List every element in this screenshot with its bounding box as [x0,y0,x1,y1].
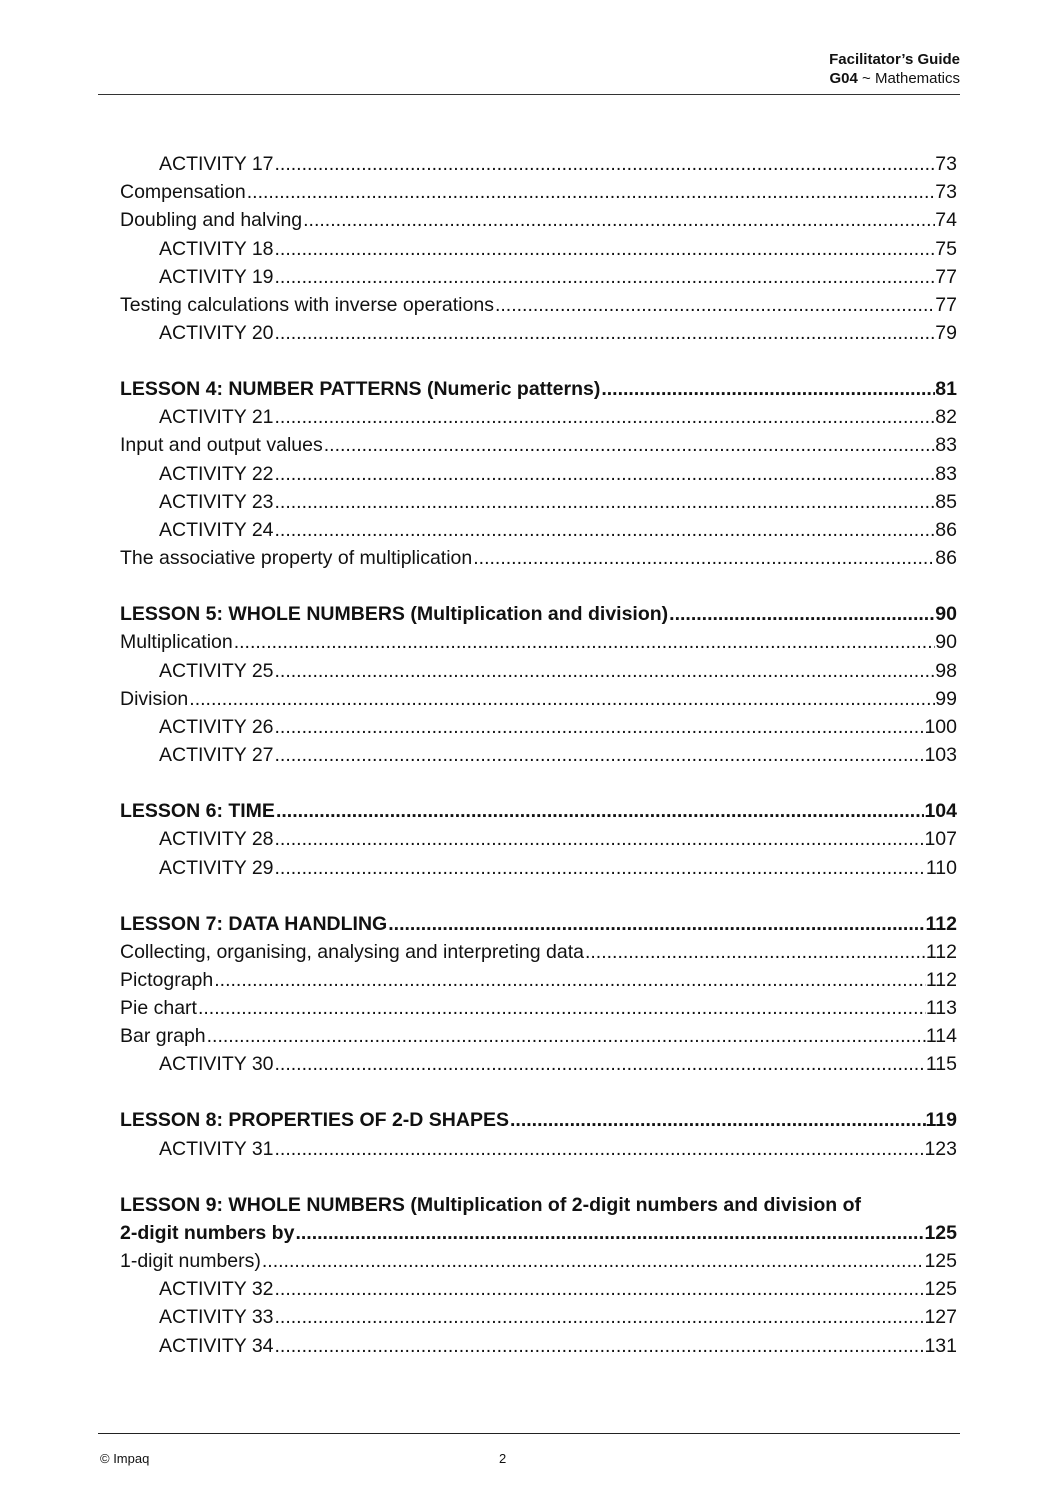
leader-dots [274,403,936,431]
toc-entry[interactable]: ACTIVITY 25 ..... 98 [120,657,957,685]
toc-entry[interactable]: Multiplication ..... 90 [120,628,957,656]
toc-entry[interactable]: Testing calculations with inverse operations ..... 77 [120,291,957,319]
table-of-contents [120,150,957,1360]
grade-subject [98,70,960,88]
leader-dots [274,460,936,488]
leader-dots [274,1135,925,1163]
leader-dots [274,741,925,769]
page-number: 73 [935,181,957,204]
toc-entry[interactable]: ACTIVITY 21 ..... 82 [120,403,957,431]
leader-dots [274,1275,925,1303]
leader-dots [197,994,926,1022]
page-number: 73 [935,153,957,175]
page-number: 113 [925,997,957,1020]
guide-title: Facilitator’s Guide [829,51,960,68]
page-number: 74 [935,209,957,232]
page-number: 131 [924,1334,957,1357]
toc-entry[interactable]: Bar graph ..... 114 [120,1022,957,1050]
toc-entry[interactable]: Pictograph ..... 112 [120,966,957,994]
page-number: 100 [924,715,957,738]
toc-entry[interactable]: ACTIVITY 27 ..... 103 [120,741,957,769]
leader-dots [584,938,926,966]
toc-entry[interactable]: ACTIVITY 19 ..... 77 [120,263,957,291]
toc-entry[interactable]: Division ..... 99 [120,685,957,713]
leader-dots [275,797,925,825]
leader-dots [274,1303,925,1331]
toc-entry[interactable]: Compensation ..... 73 [120,178,957,206]
toc-lesson-heading[interactable]: LESSON 5: WHOLE NUMBERS (Multiplication and division) ..... 90 [120,600,957,628]
leader-dots [387,910,925,938]
leader-dots [600,375,935,403]
leader-dots [323,431,936,459]
page-number: 81 [935,378,957,401]
toc-lesson-heading[interactable]: LESSON 8: PROPERTIES OF 2-D SHAPES ..... 119 [120,1106,957,1134]
leader-dots [274,235,936,263]
leader-dots [213,966,926,994]
leader-dots [233,628,936,656]
page-number: 79 [935,322,957,345]
toc-entry[interactable]: ACTIVITY 29 ..... 110 [120,854,957,882]
page-number: 114 [925,1025,957,1048]
toc-entry[interactable]: 1-digit numbers) ..... 125 [120,1247,957,1275]
leader-dots [294,1219,924,1247]
page-number: 99 [935,687,957,710]
toc-entry[interactable]: ACTIVITY 23 ..... 85 [120,488,957,516]
page-number: 112 [925,912,957,935]
page-number: 107 [924,828,957,851]
page-number: 104 [924,800,957,823]
leader-dots [509,1106,926,1134]
page-number: 119 [925,1109,957,1132]
leader-dots [246,178,936,206]
toc-lesson-heading[interactable]: LESSON 6: TIME ..... 104 [120,797,957,825]
page-number: 98 [935,659,957,682]
page-number: 125 [924,1278,957,1301]
leader-dots [274,516,936,544]
leader-dots [302,206,935,234]
leader-dots [274,488,936,516]
toc-entry[interactable]: ACTIVITY 34 ..... 131 [120,1332,957,1360]
page-number: 115 [925,1053,957,1076]
page-number: 82 [935,406,957,429]
page-number: 85 [935,490,957,513]
leader-dots [274,319,936,347]
toc-entry[interactable]: Input and output values ..... 83 [120,431,957,459]
footer-divider [98,1433,960,1434]
page-number: 103 [924,744,957,767]
page-number: 112 [925,968,957,991]
page-number: 123 [924,1137,957,1160]
page-number: 125 [924,1221,957,1244]
leader-dots [206,1022,926,1050]
page-header [98,50,960,88]
grade-code: G04 [829,70,858,87]
toc-entry[interactable]: ACTIVITY 18 ..... 75 [120,235,957,263]
page-number: 110 [925,856,957,879]
toc-entry[interactable]: ACTIVITY 30 ..... 115 [120,1050,957,1078]
leader-dots [274,854,926,882]
page-number: 90 [935,631,957,654]
toc-lesson-heading[interactable]: LESSON 7: DATA HANDLING ..... 112 [120,910,957,938]
leader-dots [494,291,935,319]
leader-dots [274,263,936,291]
leader-dots [274,713,925,741]
leader-dots [188,685,935,713]
page-number: 127 [924,1306,957,1329]
leader-dots [668,600,935,628]
toc-entry[interactable]: ACTIVITY 20 ..... 79 [120,319,957,347]
toc-entry[interactable]: ACTIVITY 31 ..... 123 [120,1135,957,1163]
page-number-footer: 2 [499,1451,507,1466]
toc-entry[interactable]: Collecting, organising, analysing and interpreting data ..... 112 [120,938,957,966]
page-number: 83 [935,462,957,485]
page-number: 86 [935,547,957,570]
leader-dots [274,657,936,685]
leader-dots [274,825,925,853]
leader-dots [274,150,936,178]
leader-dots [274,1332,925,1360]
toc-entry[interactable]: The associative property of multiplication ..... 86 [120,544,957,572]
toc-entry[interactable]: Pie chart ..... 113 [120,994,957,1022]
toc-entry[interactable]: ACTIVITY 32 ..... 125 [120,1275,957,1303]
page-number: 83 [935,434,957,457]
page-number: 77 [935,265,957,288]
page-number: 75 [935,237,957,260]
toc-lesson-heading-continued[interactable]: 2-digit numbers by ..... 125 [120,1219,957,1247]
header-divider [98,94,960,95]
leader-dots [274,1050,926,1078]
toc-entry[interactable]: Doubling and halving ..... 74 [120,206,957,234]
toc-entry[interactable]: ACTIVITY 26 ..... 100 [120,713,957,741]
toc-entry[interactable]: ACTIVITY 33 ..... 127 [120,1303,957,1331]
toc-lesson-heading[interactable]: LESSON 9: WHOLE NUMBERS (Multiplication of 2-digit numbers and division of [120,1193,861,1216]
page-number: 90 [935,603,957,626]
page-number: 112 [925,940,957,963]
toc-entry[interactable]: ACTIVITY 17 ..... 73 [120,150,957,178]
leader-dots [472,544,935,572]
toc-entry[interactable]: ACTIVITY 28 ..... 107 [120,825,957,853]
toc-lesson-heading[interactable]: LESSON 4: NUMBER PATTERNS (Numeric patterns) ..... 81 [120,375,957,403]
toc-entry[interactable]: ACTIVITY 22 ..... 83 [120,460,957,488]
leader-dots [261,1247,925,1275]
subject: Mathematics [874,70,960,87]
toc-entry[interactable]: ACTIVITY 24 ..... 86 [120,516,957,544]
page-number: 86 [935,519,957,542]
page-number: 125 [924,1249,957,1272]
page-number: 77 [935,293,957,316]
separator: ~ [857,70,875,87]
copyright: © Impaq [100,1451,150,1466]
